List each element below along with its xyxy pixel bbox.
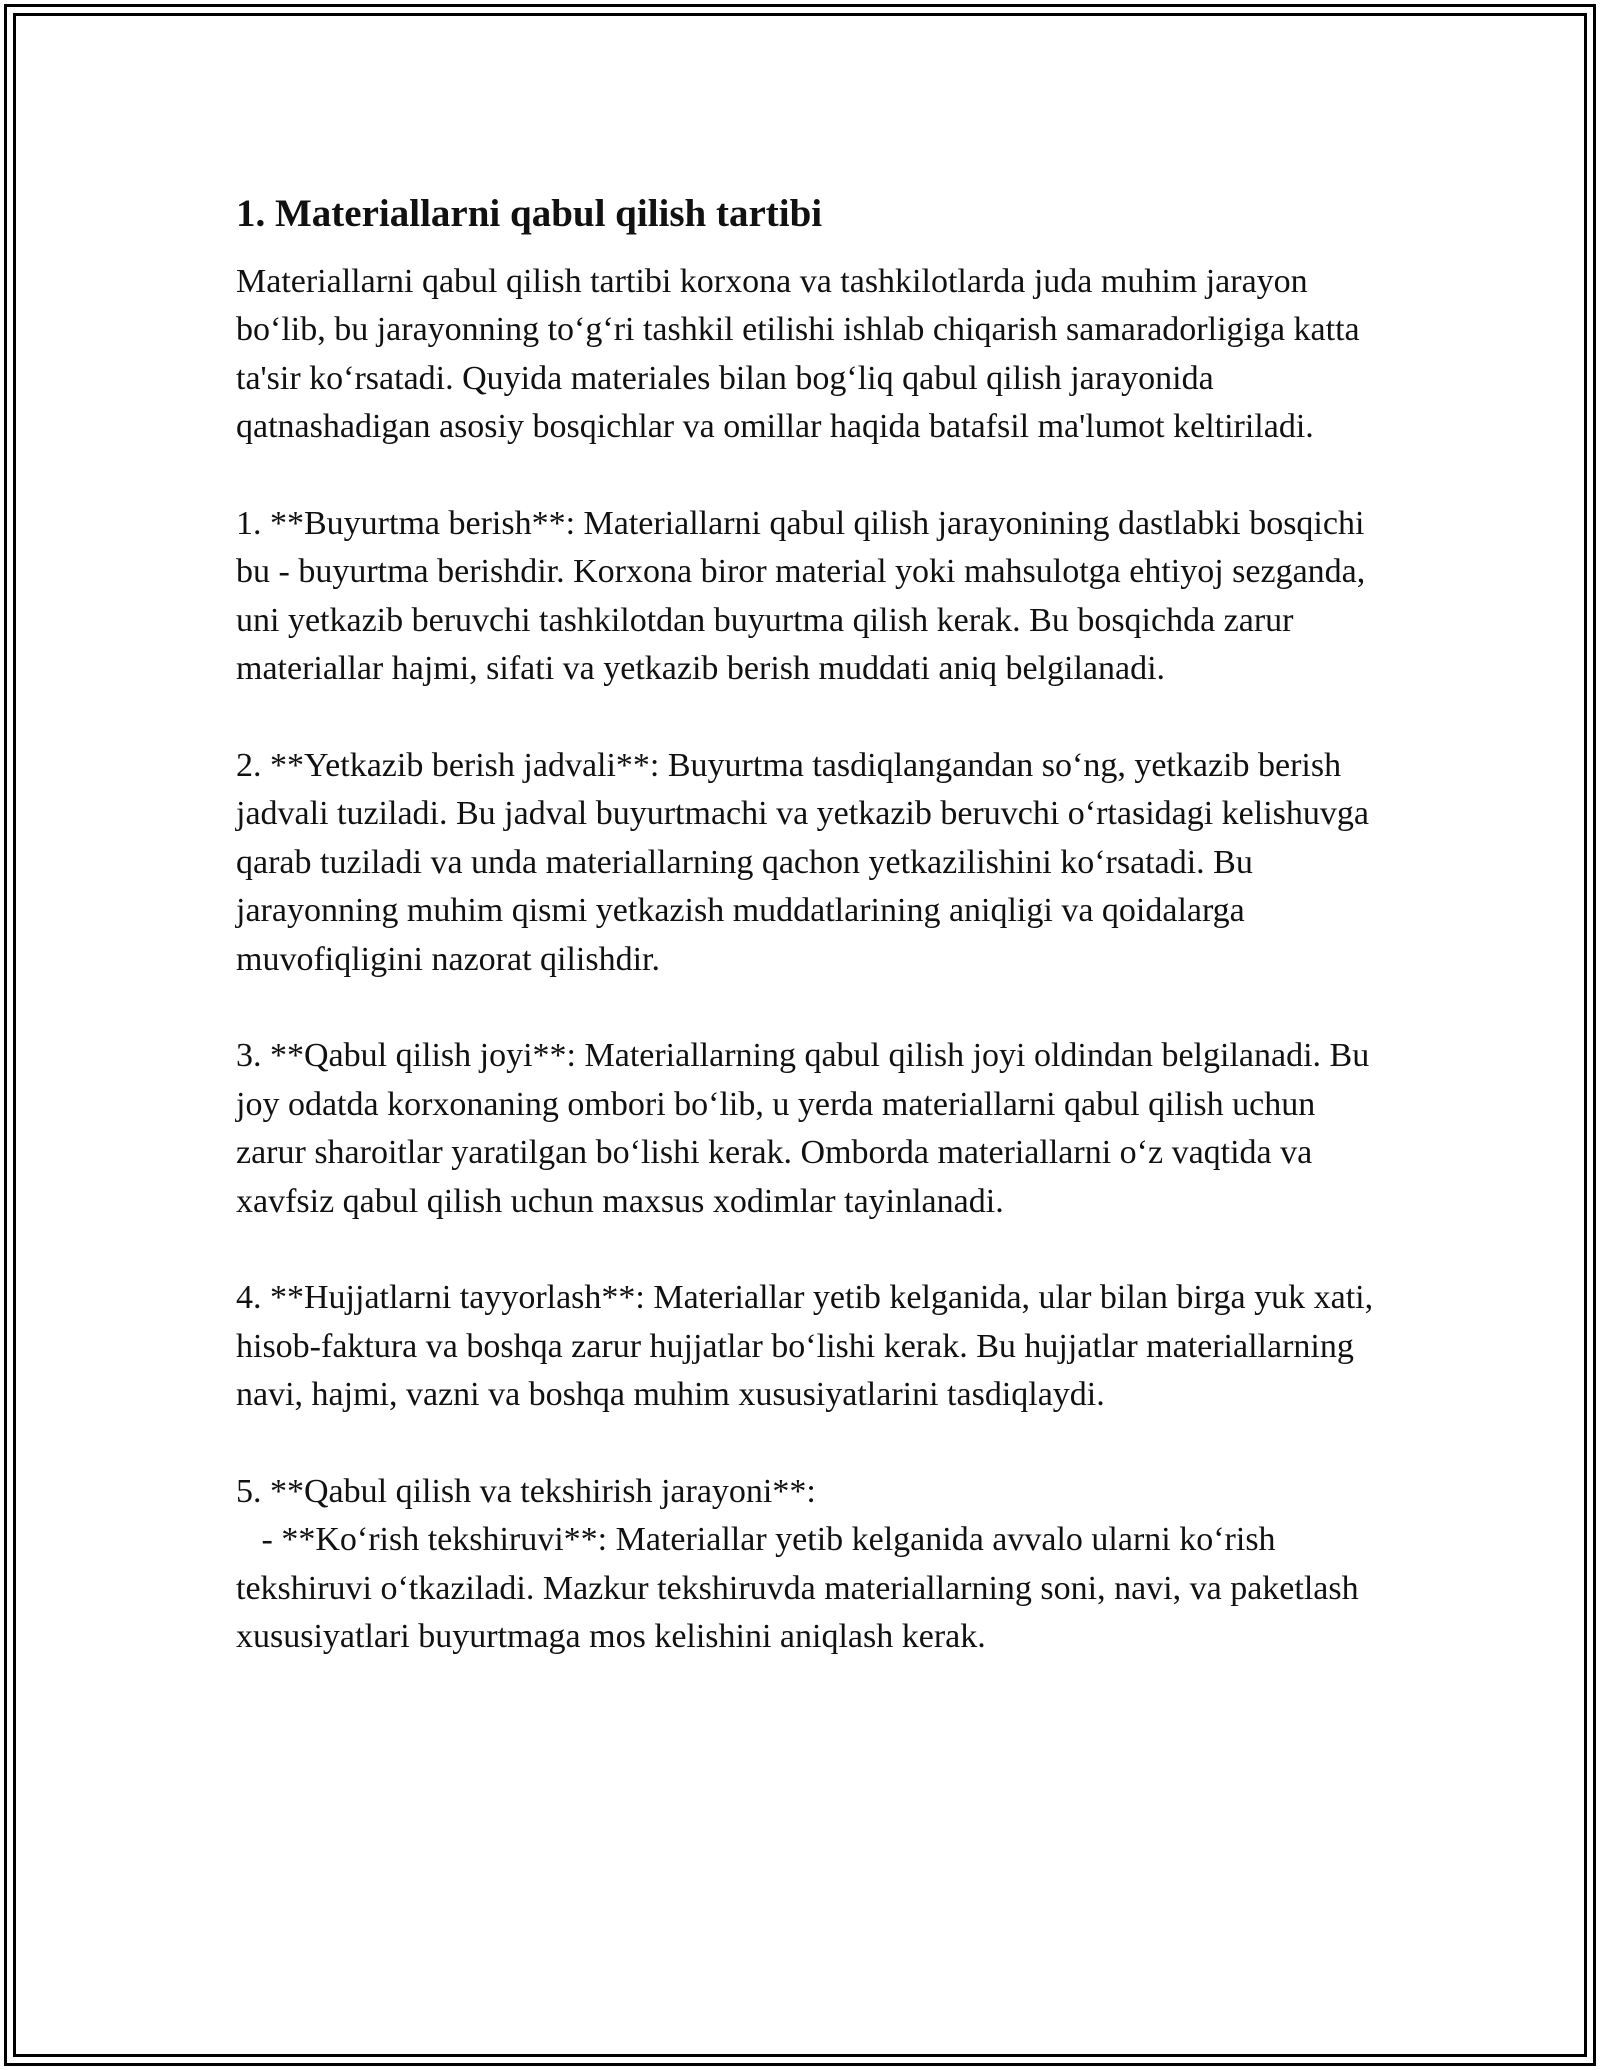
paragraph-gap [236,984,1376,1032]
paragraph-gap [236,694,1376,742]
paragraph-gap [236,1420,1376,1468]
list-item-qabul-qilish-joyi: 3. **Qabul qilish joyi**: Materiallarning qabul qilish joyi oldindan belgilanadi. Bu joy odatda korxonaning ombori bo‘lib, u yerda materiallarni qabul qilish uchun zarur sharoitlar yaratilgan bo‘lishi kerak. Omborda materiallarni o‘z vaqtida va xavfsiz qabul qilish uchun maxsus xodimlar tayinlanadi. [236,1037,1378,1220]
document-body [236,188,1382,1662]
intro-paragraph: Materiallarni qabul qilish tartibi korxona va tashkilotlarda juda muhim jarayon bo‘lib, bu jarayonning to‘g‘ri tashkil etilishi ishlab chiqarish samaradorligiga katta ta'sir ko‘rsatadi. Quyida materiales bilan bog‘liq qabul qilish jarayonida qatnashadigan asosiy bosqichlar va omillar haqida batafsil ma'lumot keltiriladi. [236,263,1369,446]
list-item-qabul-qilish-va-tekshirish: 5. **Qabul qilish va tekshirish jarayoni**: [236,1473,816,1511]
list-item-hujjatlarni-tayyorlash: 4. **Hujjatlarni tayyorlash**: Materiallar yetib kelganida, ular bilan birga yuk xati, hisob-faktura va boshqa zarur hujjatlar bo‘lishi kerak. Bu hujjatlar materiallarning navi, hajmi, vazni va boshqa muhim xususiyatlarini tasdiqlaydi. [236,1279,1382,1414]
list-item-buyurtma-berish: 1. **Buyurtma berish**: Materiallarni qabul qilish jarayonining dastlabki bosqichi bu - buyurtma berishdir. Korxona biror material yoki mahsulotga ehtiyoj sezganda, uni yetkazib beruvchi tashkilotdan buyurtma qilish kerak. Bu bosqichda zarur materiallar hajmi, sifati va yetkazib berish muddati aniq belgilanadi. [236,505,1374,688]
paragraph-gap [236,452,1376,500]
list-item-yetkazib-berish-jadvali: 2. **Yetkazib berish jadvali**: Buyurtma tasdiqlangandan so‘ng, yetkazib berish jadvali tuziladi. Bu jadval buyurtmachi va yetkazib beruvchi o‘rtasidagi kelishuvga qarab tuziladi va unda materiallarning qachon yetkazilishini ko‘rsatadi. Bu jarayonning muhim qismi yetkazish muddatlarining aniqligi va qoidalarga muvofiqligini nazorat qilishdir. [236,747,1378,978]
paragraph-gap [236,1226,1376,1274]
sub-item-korish-tekshiruvi: - **Ko‘rish tekshiruvi**: Materiallar yetib kelganida avvalo ularni ko‘rish tekshiruvi o‘tkaziladi. Mazkur tekshiruvda materiallarning soni, navi, va paketlash xususiyatlari buyurtmaga mos kelishini aniqlash kerak. [236,1521,1368,1656]
section-heading: 1. Materiallarni qabul qilish tartibi [236,192,823,235]
